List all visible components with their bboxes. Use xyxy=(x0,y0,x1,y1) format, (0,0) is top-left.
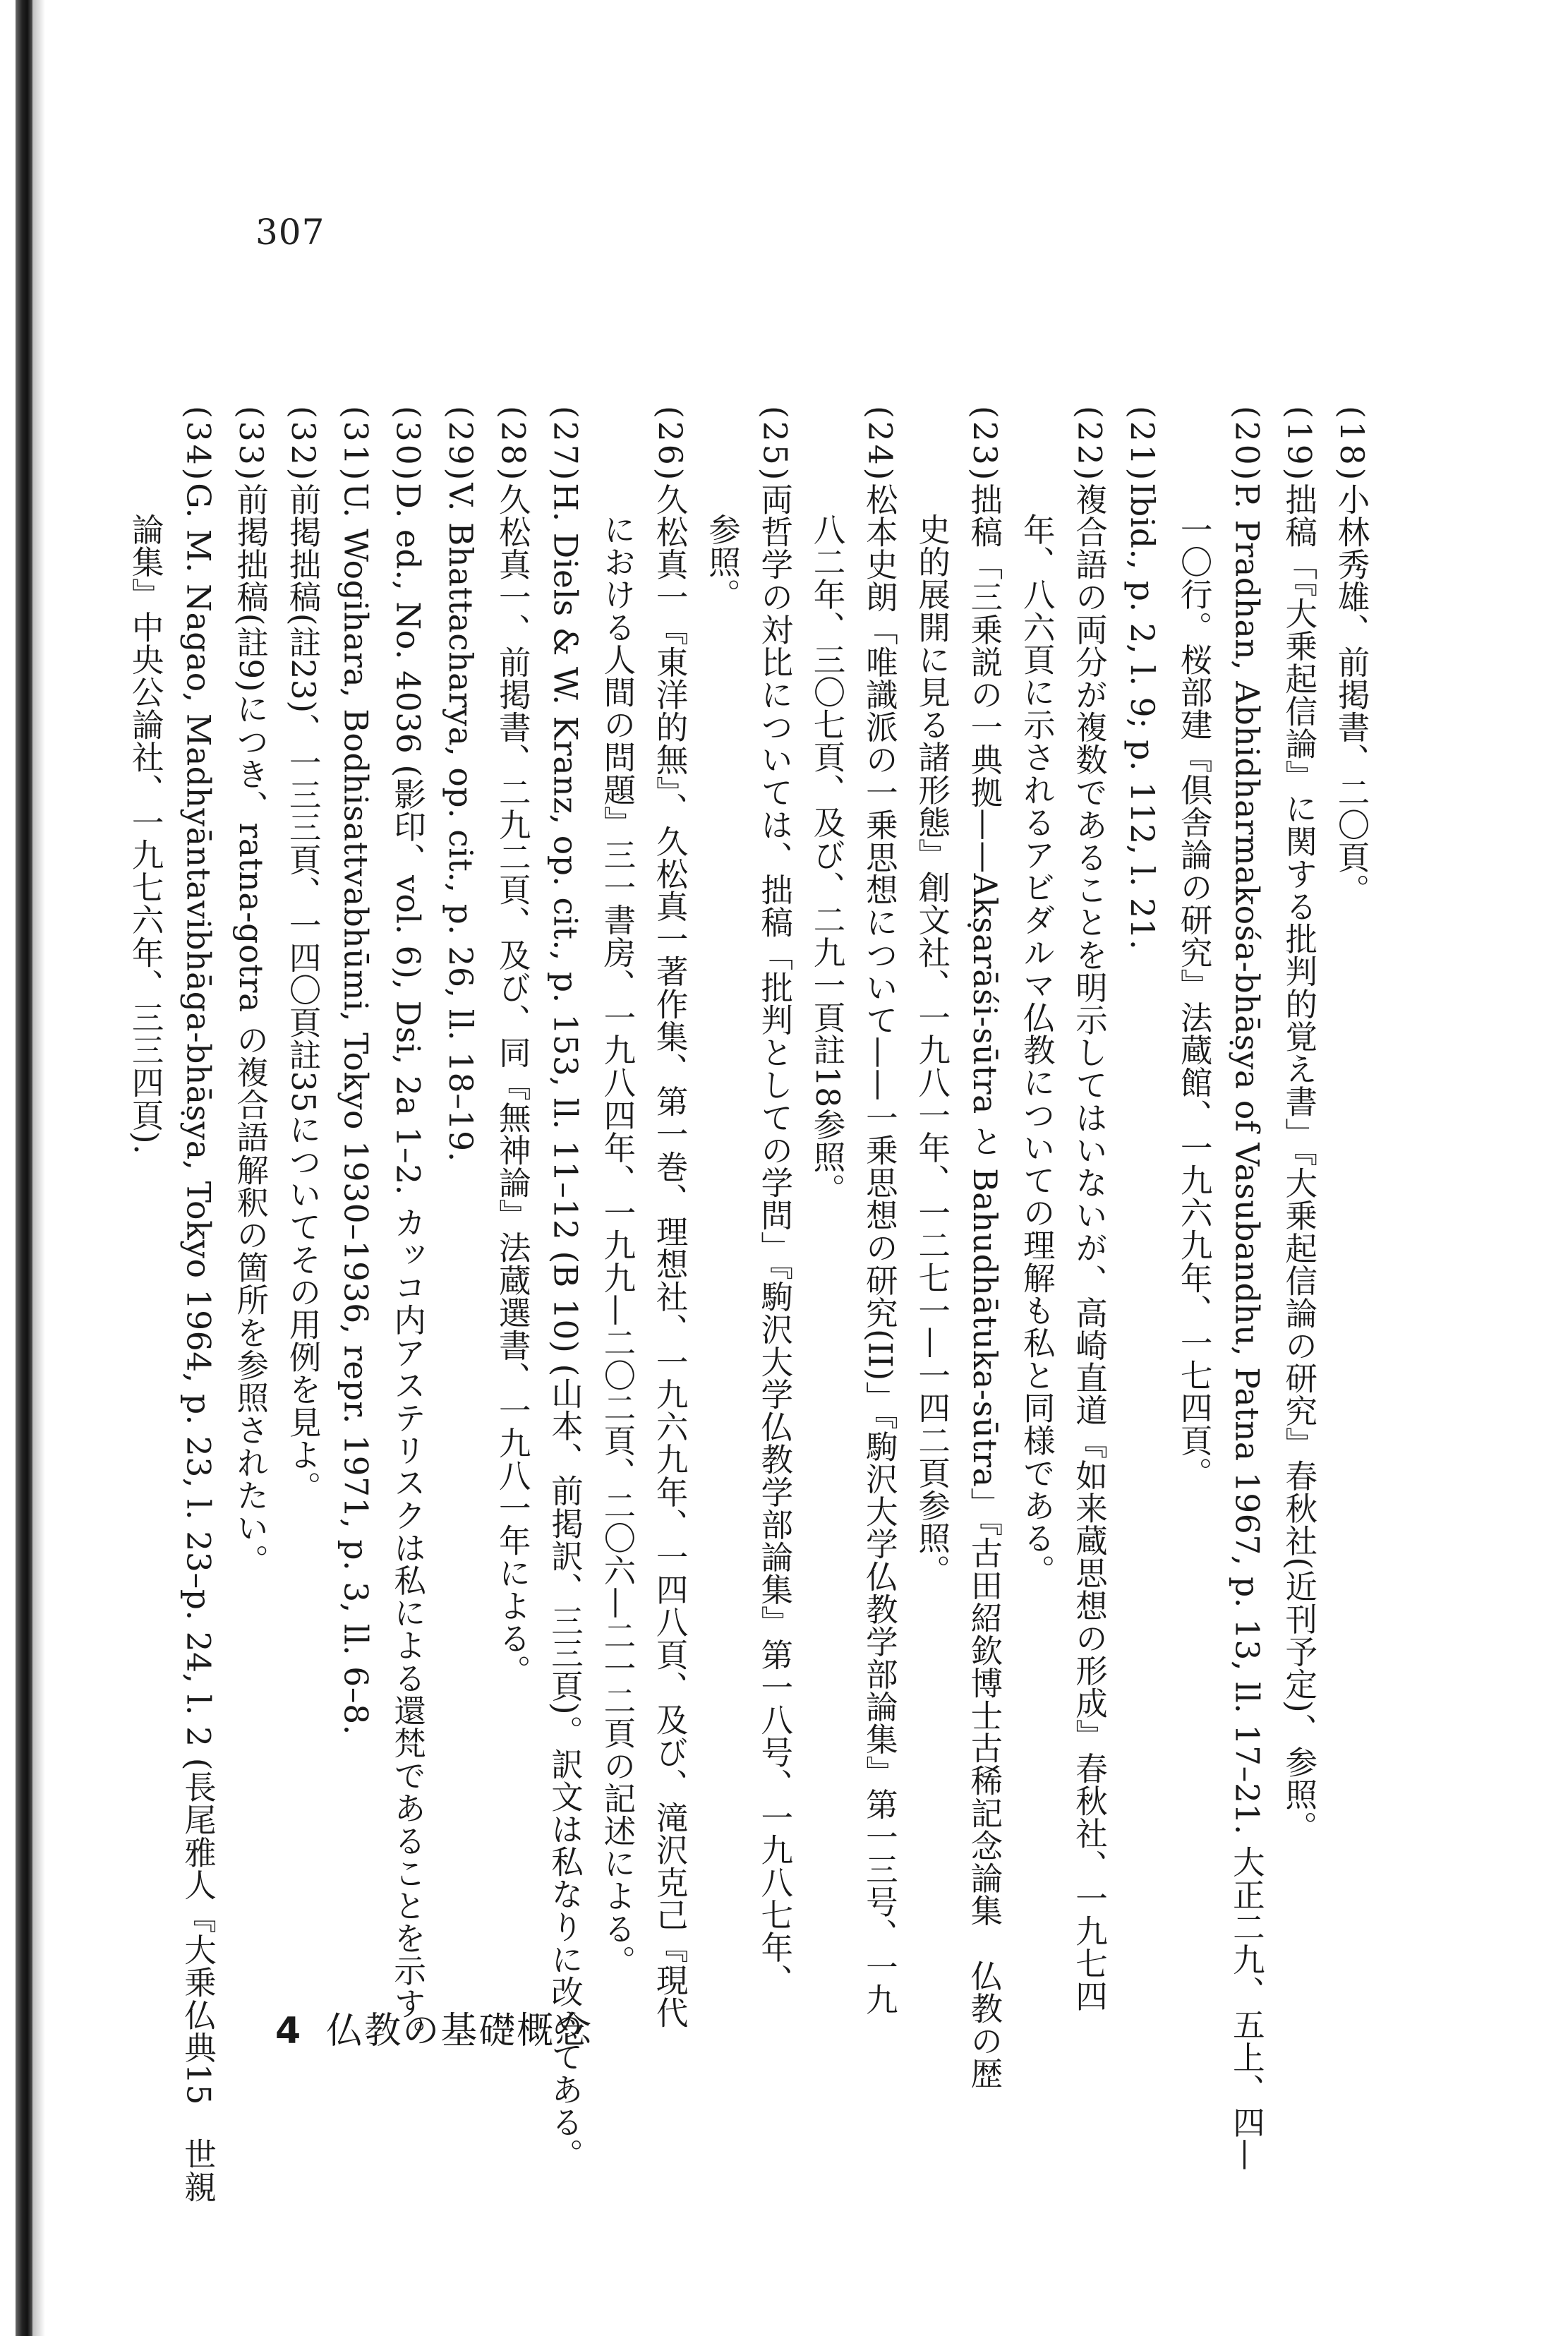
endnote xyxy=(538,406,591,2171)
book-spine xyxy=(16,0,32,2336)
endnote xyxy=(171,406,224,2203)
endnote xyxy=(1325,406,1377,1902)
endnote-continuation xyxy=(905,406,958,1902)
endnote-number: (19) xyxy=(1280,406,1318,483)
endnote-number: (32) xyxy=(284,406,322,483)
endnote-text: 八二年、三〇七頁、及び、二九一頁註18参照。 xyxy=(809,513,847,1206)
endnote-text: 参照。 xyxy=(704,513,742,611)
endnote xyxy=(958,406,1011,2090)
endnote-text: P. Pradhan, Abhidharmakośa-bhāṣya of Vasubandhu, Patna 1967, p. 13, ll. 17–21. 大正二九、五上、四— xyxy=(1228,483,1266,2172)
endnote-continuation xyxy=(1011,406,1063,1902)
endnote-number: (26) xyxy=(651,406,689,483)
endnote xyxy=(434,406,486,1902)
endnote-text: 拙稿「『大乗起信論』に関する批判的覚え書」『大乗起信論の研究』春秋社(近刊予定)、参照。 xyxy=(1280,483,1318,1843)
endnote-number: (31) xyxy=(337,406,375,483)
endnote-text: 久松真一、前掲書、二九二頁、及び、同『無神論』法蔵選書、一九八一年による。 xyxy=(494,483,532,1687)
endnote-text: 一〇行。桜部建『倶舎論の研究』法蔵館、一九六九年、一七四頁。 xyxy=(1176,513,1214,1490)
endnote-text: G. M. Nagao, Madhyāntavibhāga-bhāṣya, Tokyo 1964, p. 23, l. 23–p. 24, l. 2 (長尾雅人『大乗仏典15 世親 xyxy=(179,483,217,2203)
endnote-number: (23) xyxy=(965,406,1003,483)
page-number: 307 xyxy=(255,212,325,253)
endnote-text: 拙稿「三乗説の一典拠——Akṣarāśi-sūtra と Bahudhātuka-sūtra」『古田紹欽博士古稀記念論集 仏教の歴 xyxy=(965,483,1003,2090)
endnote-text: 小林秀雄、前掲書、二〇頁。 xyxy=(1333,483,1370,906)
chapter-number: 4 xyxy=(275,2010,303,2052)
endnote-number: (33) xyxy=(231,406,270,483)
endnote-number: (24) xyxy=(861,406,899,483)
endnote xyxy=(1220,406,1272,2172)
endnote-text: 年、八六頁に示されるアビダルマ仏教についての理解も私と同様である。 xyxy=(1018,513,1056,1587)
gutter-shadow xyxy=(32,0,45,2336)
chapter-title: 仏教の基礎概念 xyxy=(326,2010,593,2052)
endnote-continuation xyxy=(801,406,853,1902)
endnote xyxy=(329,406,381,1902)
endnote xyxy=(486,406,538,1902)
endnote-text: 前掲拙稿(註9)につき、ratna-gotra の複合語解釈の箇所を参照されたい。 xyxy=(231,483,270,1577)
endnote-number: (34) xyxy=(179,406,217,483)
endnote-text: D. ed., No. 4036 (影印、vol. 6), Dsi, 2a 1–2. カッコ内アステリスクは私による還梵であることを示す。 xyxy=(389,483,427,2052)
endnote xyxy=(1116,406,1168,1902)
endnote xyxy=(277,406,329,1902)
endnote-number: (20) xyxy=(1228,406,1266,483)
endnote-number: (25) xyxy=(756,406,794,483)
endnote-text: 史的展開に見る諸形態』創文社、一九八一年、一二七一—一四二頁参照。 xyxy=(913,513,951,1587)
endnote-number: (21) xyxy=(1123,406,1161,483)
endnote xyxy=(381,406,433,2052)
endnote-text: Ibid., p. 2, l. 9; p. 112, l. 21. xyxy=(1123,483,1161,951)
endnote xyxy=(748,406,800,1997)
endnote-text: 論集』中央公論社、一九七六年、三三四頁). xyxy=(127,513,165,1155)
endnote-text: 両哲学の対比については、拙稿「批判としての学問」『駒沢大学仏教学部論集』第一八号、一九八七年、 xyxy=(756,483,794,1997)
endnote xyxy=(644,406,696,2029)
endnote-text: 複合語の両分が複数であることを明示してはいないが、高崎直道『如来蔵思想の形成』春秋社、一九七四 xyxy=(1071,483,1109,2013)
endnote xyxy=(224,406,276,1902)
endnote-continuation xyxy=(591,406,644,1977)
endnote-text: V. Bhattacharya, op. cit., p. 26, ll. 18–19. xyxy=(441,483,479,1162)
endnote-text: 久松真一『東洋的無』、久松真一著作集、第一巻、理想社、一九六九年、一四八頁、及び、滝沢克己『現代 xyxy=(651,483,689,2029)
endnote-text: 松本史朗「唯識派の一乗思想について——一乗思想の研究(II)」『駒沢大学仏教学部論集』第一三号、一九 xyxy=(861,483,899,2016)
endnote xyxy=(1063,406,1115,2013)
endnote-text: 前掲拙稿(註23)、一三三頁、一四〇頁註35についてその用例を見よ。 xyxy=(284,483,322,1504)
endnote-number: (30) xyxy=(389,406,427,483)
running-footer xyxy=(275,2001,593,2054)
endnote-continuation xyxy=(696,406,748,1902)
endnote-continuation xyxy=(1168,406,1220,1902)
endnote-number: (27) xyxy=(546,406,584,483)
endnote-number: (28) xyxy=(494,406,532,483)
endnote-continuation xyxy=(119,406,171,1902)
endnote-number: (22) xyxy=(1071,406,1109,483)
endnote-text: における人間の問題』三一書房、一九八四年、一九九—二〇二頁、二〇六—二一二頁の記述による。 xyxy=(598,513,637,1977)
endnote-text: U. Wogihara, Bodhisattvabhūmi, Tokyo 1930–1936, repr. 1971, p. 3, ll. 6–8. xyxy=(337,483,375,1735)
endnote-number: (29) xyxy=(441,406,479,483)
endnote xyxy=(853,406,905,2016)
endnote xyxy=(1272,406,1325,1902)
endnote-number: (18) xyxy=(1333,406,1370,483)
endnote-text: H. Diels & W. Kranz, op. cit., p. 153, ll. 11–12 (B 10) (山本、前掲訳、三三頁)。訳文は私なりに改めてある。 xyxy=(546,483,584,2171)
